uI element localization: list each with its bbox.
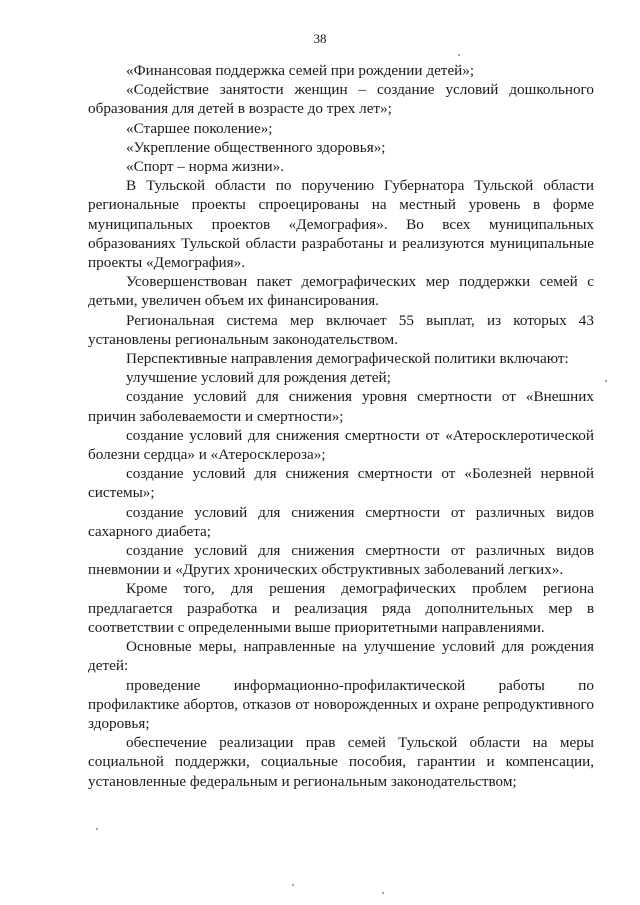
direction-item-pneumonia: создание условий для снижения смертности от различных видов пневмонии и «Других хронических обструктивных заболеваний легких». bbox=[88, 542, 594, 579]
paragraph-regional-projects: В Тульской области по поручению Губернатора Тульской области региональные проекты спроецированы на местный уровень в форме муниципальных проектов «Демография». Во всех муниципальных образованиях Тульской области разработаны и реализуются муниципальные проекты «Демография». bbox=[88, 177, 594, 272]
project-item-older-generation: «Старшее поколение»; bbox=[126, 119, 273, 137]
project-item-financial-support: «Финансовая поддержка семей при рождении детей»; bbox=[126, 62, 475, 79]
body-text bbox=[88, 61, 594, 791]
scan-speck bbox=[382, 892, 384, 894]
direction-item-diabetes: создание условий для снижения смертности от различных видов сахарного диабета; bbox=[88, 503, 594, 540]
direction-item-nervous-system: создание условий для снижения смертности от «Болезней нервной системы»; bbox=[88, 465, 594, 502]
scan-speck bbox=[458, 54, 460, 56]
measure-item-social-support: обеспечение реализации прав семей Тульской области на меры социальной поддержки, социальные пособия, гарантии и компенсации, установленные федеральным и региональным законодательством; bbox=[88, 734, 594, 790]
paragraph-main-measures-intro: Основные меры, направленные на улучшение условий для рождения детей: bbox=[88, 638, 594, 675]
scan-speck bbox=[605, 380, 607, 382]
paragraph-support-package: Усовершенствован пакет демографических мер поддержки семей с детьми, увеличен объем их финансирования. bbox=[88, 273, 594, 310]
paragraph-directions-intro: Перспективные направления демографической политики включают: bbox=[126, 350, 569, 368]
project-item-sport: «Спорт – норма жизни». bbox=[126, 158, 285, 176]
paragraph-additional-measures: Кроме того, для решения демографических проблем региона предлагается разработка и реализация ряда дополнительных мер в соответствии с определенными выше приоритетными направлениями. bbox=[88, 580, 594, 636]
measure-item-abortion-prevention: проведение информационно-профилактической работы по профилактике абортов, отказов от новорожденных и охране репродуктивного здоровья; bbox=[88, 676, 594, 732]
scan-speck bbox=[292, 884, 294, 886]
paragraph-payments-system: Региональная система мер включает 55 выплат, из которых 43 установлены региональным законодательством. bbox=[88, 311, 594, 348]
direction-item-external-causes: создание условий для снижения уровня смертности от «Внешних причин заболеваемости и смертности»; bbox=[88, 388, 594, 425]
project-item-public-health: «Укрепление общественного здоровья»; bbox=[126, 138, 386, 156]
scan-speck bbox=[96, 828, 98, 830]
page-number: 38 bbox=[313, 31, 327, 46]
direction-item-atherosclerosis: создание условий для снижения смертности от «Атеросклеротической болезни сердца» и «Атеросклероза»; bbox=[88, 426, 594, 464]
direction-item-birth-conditions: улучшение условий для рождения детей; bbox=[126, 369, 391, 387]
project-item-women-employment: «Содействие занятости женщин – создание условий дошкольного образования для детей в возрасте до трех лет»; bbox=[88, 81, 594, 118]
